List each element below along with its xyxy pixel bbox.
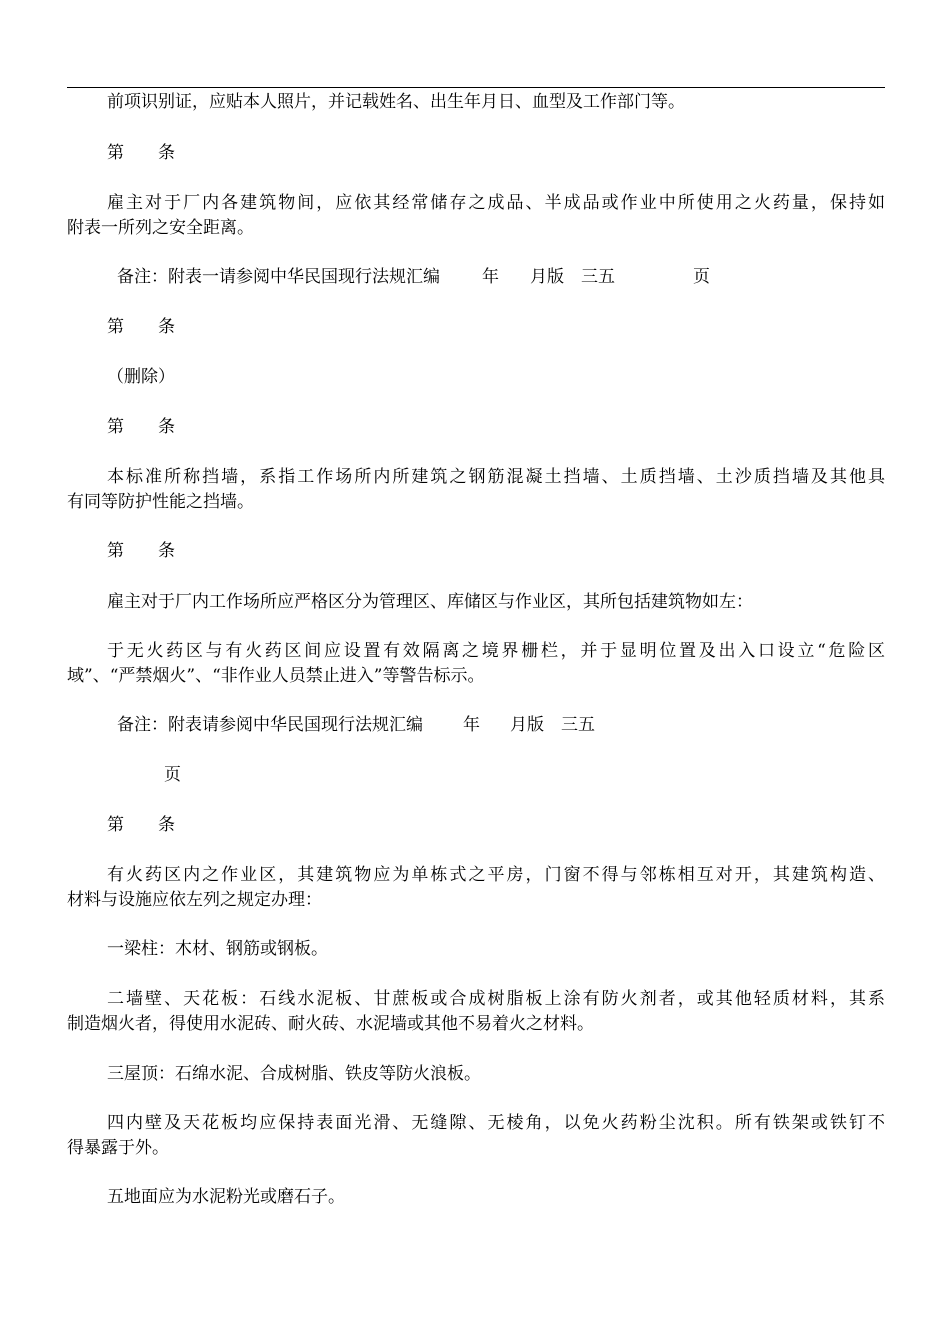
note-text: 备注：附表请参阅中华民国现行法规汇编 — [117, 715, 423, 735]
note-page: 页 — [693, 267, 710, 287]
paragraph-fence-line1: 于无火药区与有火药区间应设置有效隔离之境界栅栏，并于显明位置及出入口设立“危险区 — [107, 641, 885, 661]
list-item-line1: 二墙壁、天花板：石线水泥板、甘蔗板或合成树脂板上涂有防火剂者，或其他轻质材料，其系 — [107, 989, 885, 1009]
paragraph-work-zone-line2: 材料与设施应依左列之规定办理： — [67, 890, 322, 910]
note-table-one — [67, 264, 885, 290]
note-text: 备注：附表一请参阅中华民国现行法规汇编 — [117, 267, 440, 287]
header-rule — [67, 87, 885, 88]
paragraph-zones: 雇主对于厂内工作场所应严格区分为管理区、库储区与作业区，其所包括建筑物如左： — [107, 592, 753, 612]
article-heading: 第 条 — [107, 317, 175, 337]
note-edition: 月版 三五 — [530, 267, 615, 287]
note-edition: 月版 三五 — [510, 715, 595, 735]
note-year: 年 — [482, 267, 499, 287]
note-year: 年 — [463, 715, 480, 735]
article-heading: 第 条 — [107, 815, 175, 835]
article-heading: 第 条 — [107, 143, 175, 163]
deleted-marker: （删除） — [107, 367, 175, 387]
paragraph-id-card: 前项识别证，应贴本人照片，并记载姓名、出生年月日、血型及工作部门等。 — [107, 92, 685, 112]
paragraph-safety-distance-line1: 雇主对于厂内各建筑物间，应依其经常储存之成品、半成品或作业中所使用之火药量，保持如 — [107, 193, 885, 213]
paragraph-safety-distance-line2: 附表一所列之安全距离。 — [67, 218, 254, 238]
paragraph-work-zone-line1: 有火药区内之作业区，其建筑物应为单栋式之平房，门窗不得与邻栋相互对开，其建筑构造、 — [107, 865, 885, 885]
article-heading: 第 条 — [107, 417, 175, 437]
note-table — [67, 712, 885, 738]
list-item-line2: 制造烟火者，得使用水泥砖、耐火砖、水泥墙或其他不易着火之材料。 — [67, 1014, 594, 1034]
paragraph-retaining-wall-line1: 本标准所称挡墙，系指工作场所内所建筑之钢筋混凝土挡墙、土质挡墙、土沙质挡墙及其他具 — [107, 467, 885, 487]
list-item-line2: 得暴露于外。 — [67, 1138, 169, 1158]
paragraph-fence-line2: 域”、“严禁烟火”、“非作业人员禁止进入”等警告标示。 — [67, 666, 485, 686]
list-item: 五地面应为水泥粉光或磨石子。 — [107, 1187, 345, 1207]
list-item: 一梁柱：木材、钢筋或钢板。 — [107, 939, 328, 959]
list-item-line1: 四内壁及天花板均应保持表面光滑、无缝隙、无棱角，以免火药粉尘沈积。所有铁架或铁钉不 — [107, 1113, 885, 1133]
list-item: 三屋顶：石绵水泥、合成树脂、铁皮等防火浪板。 — [107, 1064, 481, 1084]
note-page: 页 — [164, 765, 181, 785]
paragraph-retaining-wall-line2: 有同等防护性能之挡墙。 — [67, 492, 254, 512]
article-heading: 第 条 — [107, 541, 175, 561]
